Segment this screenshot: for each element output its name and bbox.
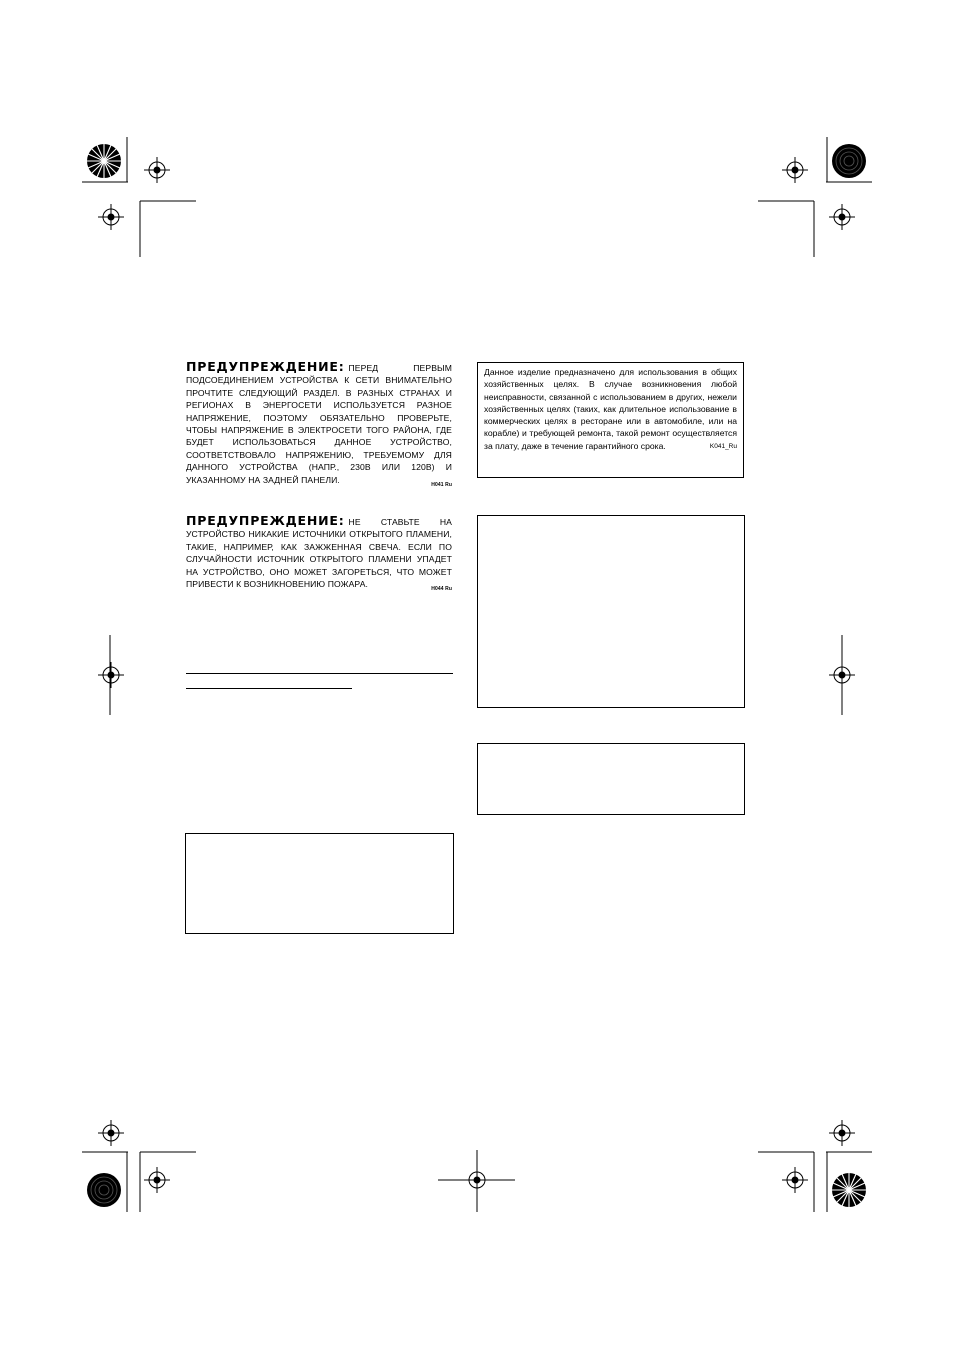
starburst-target-icon (86, 1172, 122, 1208)
divider-line-short (186, 688, 352, 689)
doc-code: K041_Ru (709, 442, 737, 450)
doc-code: H044 Ru (431, 586, 452, 593)
empty-frame-left (185, 833, 454, 934)
warning-text: НЕ СТАВЬТЕ НА УСТРОЙСТВО НИКАКИЕ ИСТОЧНИКИ ОТКРЫТОГО ПЛАМЕНИ, ТАКИЕ, НАПРИМЕР, КАК ЗАЖЖЕННАЯ СВЕЧА. ЕСЛИ ПО СЛУЧАЙНОСТИ ИСТОЧНИК ОТКРЫТОГО ПЛАМЕНИ УПАДЕТ НА УСТРОЙСТВО, ОНО МОЖЕТ ЗАГОРЕТЬСЯ, ЧТО МОЖЕТ ПРИВЕСТИ К ВОЗНИКНОВЕНИЮ ПОЖАРА. (186, 517, 452, 590)
starburst-target-icon (86, 143, 122, 179)
divider-line (186, 673, 453, 674)
warning-voltage (186, 361, 452, 491)
notice-text: Данное изделие предназначено для использования в общих хозяйственных целях. В случае возникновения любой неисправности, связанной с использованием в других, нежели хозяйственных целях (таких, как длительное использование в коммерческих целях в ресторане или в автомобиле, или на корабле) и требующей ремонта, такой ремонт осуществляется за плату, даже в течение гарантийного срока. (484, 367, 737, 451)
starburst-target-icon (831, 1172, 867, 1208)
warning-heading: ПРЕДУПРЕЖДЕНИЕ: (186, 513, 345, 528)
warning-open-flame (186, 515, 452, 596)
warning-heading: ПРЕДУПРЕЖДЕНИЕ: (186, 359, 345, 374)
starburst-target-icon (831, 143, 867, 179)
empty-frame-right-small (477, 743, 745, 815)
household-use-notice (477, 362, 744, 478)
warning-text: ПЕРЕД ПЕРВЫМ ПОДСОЕДИНЕНИЕМ УСТРОЙСТВА К СЕТИ ВНИМАТЕЛЬНО ПРОЧТИТЕ СЛЕДУЮЩИЙ РАЗДЕЛ. В РАЗНЫХ СТРАНАХ И РЕГИОНАХ В ЭНЕРГОСЕТИ ИСПОЛЬЗУЕТСЯ РАЗНОЕ НАПРЯЖЕНИЕ, ПОЭТОМУ ОБЯЗАТЕЛЬНО ПРОВЕРЬТЕ, ЧТОБЫ НАПРЯЖЕНИЕ В ЭЛЕКТРОСЕТИ ТОГО РАЙОНА, ГДЕ БУДЕТ ИСПОЛЬЗОВАТЬСЯ ДАННОЕ УСТРОЙСТВО, СООТВЕТСТВОВАЛО НАПРЯЖЕНИЮ, ТРЕБУЕМОМУ ДЛЯ ДАННОГО УСТРОЙСТВА (НАПР., 230В ИЛИ 120В) И УКАЗАННОМУ НА ЗАДНЕЙ ПАНЕЛИ. (186, 363, 452, 485)
empty-frame-right-large (477, 515, 745, 708)
doc-code: H041 Ru (431, 482, 452, 489)
